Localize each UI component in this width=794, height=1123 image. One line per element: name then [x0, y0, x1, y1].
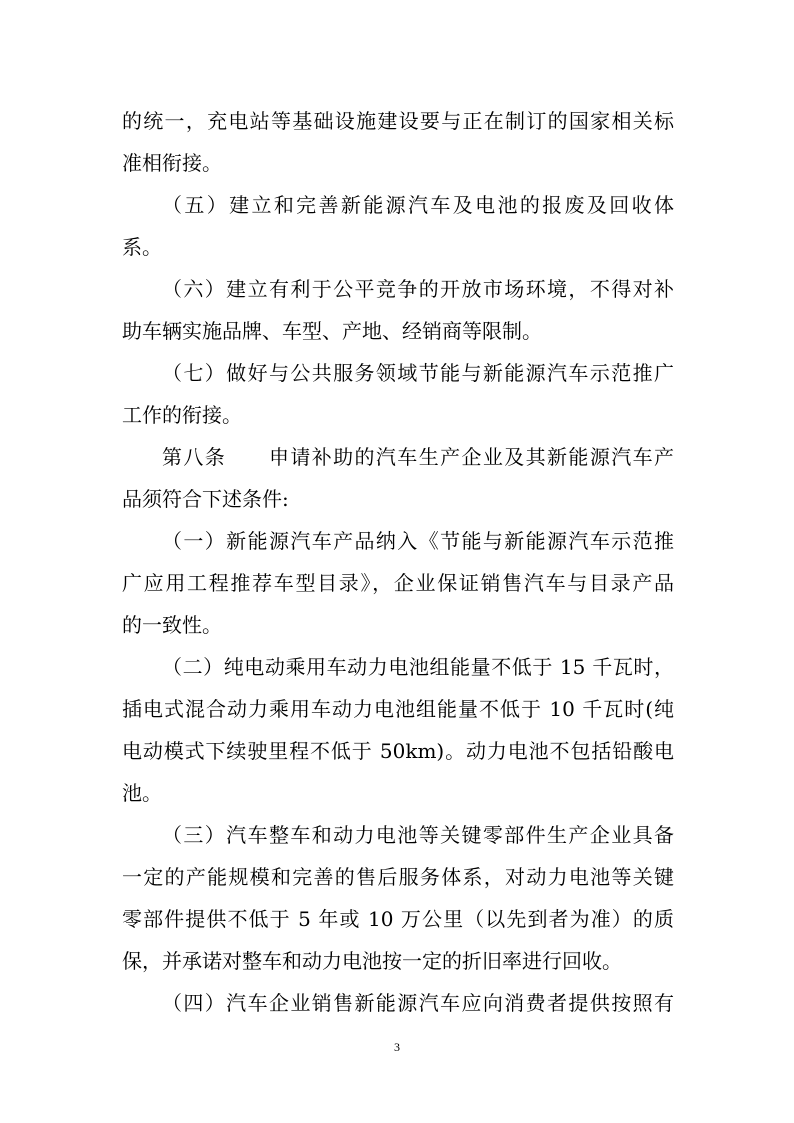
condition-item-2: （二）纯电动乘用车动力电池组能量不低于 15 千瓦时，: [162, 655, 674, 679]
page-number: 3: [394, 1040, 400, 1054]
text-line: 助车辆实施品牌、车型、产地、经销商等限制。: [122, 319, 542, 343]
text-line: 一定的产能规模和完善的售后服务体系，对动力电池等关键: [122, 865, 674, 889]
text-line: 广应用工程推荐车型目录》，企业保证销售汽车与目录产品: [122, 571, 674, 595]
condition-item-3: （三）汽车整车和动力电池等关键零部件生产企业具备: [162, 823, 674, 847]
article-8-heading: 第八条 申请补助的汽车生产企业及其新能源汽车产: [162, 445, 674, 469]
clause-item-7: （七）做好与公共服务领域节能与新能源汽车示范推广: [162, 361, 674, 385]
text-line: 保，并承诺对整车和动力电池按一定的折旧率进行回收。: [122, 949, 622, 973]
text-line: 品须符合下述条件:: [122, 487, 289, 511]
text-line: 插电式混合动力乘用车动力电池组能量不低于 10 千瓦时(纯: [122, 697, 674, 721]
text-line: 池。: [122, 781, 162, 805]
text-line: 的统一，充电站等基础设施建设要与正在制订的国家相关标: [122, 109, 674, 133]
text-line: 准相衔接。: [122, 151, 222, 175]
clause-item-5: （五）建立和完善新能源汽车及电池的报废及回收体: [162, 193, 674, 217]
condition-item-4: （四）汽车企业销售新能源汽车应向消费者提供按照有: [162, 991, 674, 1015]
condition-item-1: （一）新能源汽车产品纳入《节能与新能源汽车示范推: [162, 529, 674, 553]
text-line: 零部件提供不低于 5 年或 10 万公里（以先到者为准）的质: [122, 907, 674, 931]
text-line: 电动模式下续驶里程不低于 50km)。动力电池不包括铅酸电: [122, 739, 674, 763]
clause-item-6: （六）建立有利于公平竞争的开放市场环境，不得对补: [162, 277, 674, 301]
document-body: [122, 100, 674, 1024]
text-line: 工作的衔接。: [122, 403, 242, 427]
text-line: 的一致性。: [122, 613, 222, 637]
text-line: 系。: [122, 235, 162, 259]
